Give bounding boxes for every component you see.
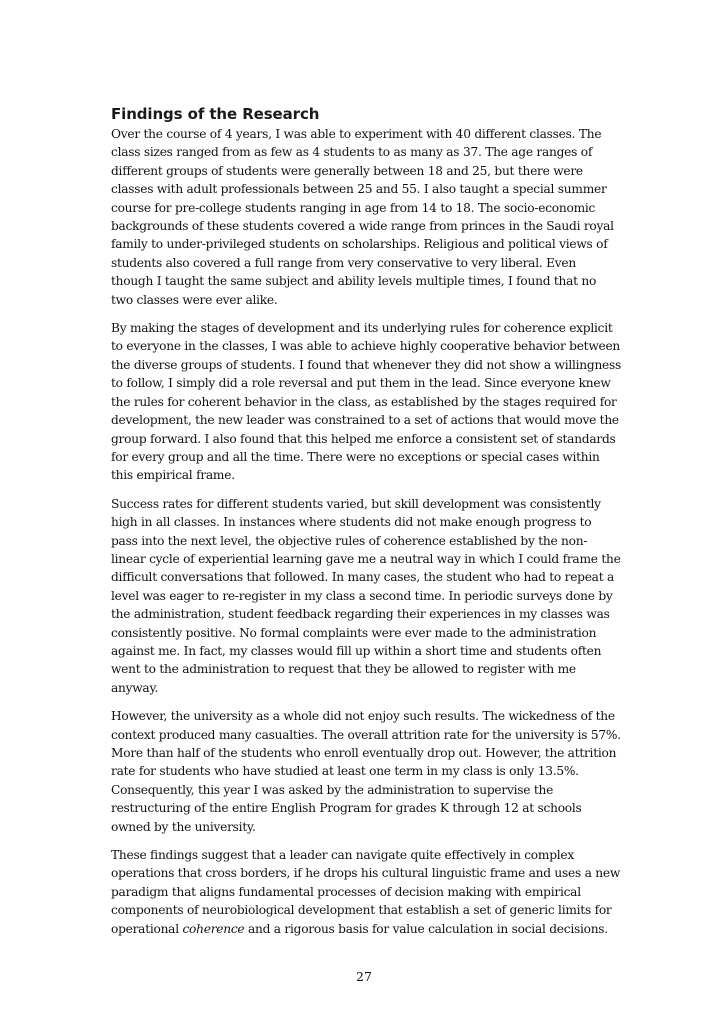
paragraph-cooperative-behavior: By making the stages of development and its underlying rules for coherence explicit to everyone in the classes, I was able to achieve highly cooperative behavior between the diverse groups of students. I found that whenever they did not show a willingness to follow, I simply did a role reversal and put them in the lead. Since everyone knew the rules for coherent behavior in the class, as established by the stages required for development, the new leader was constrained to a set of actions that would move the group forward. I also found that this helped me enforce a consistent set of standards for every group and all the time. There were no exceptions or special cases within this empirical frame. [111, 321, 622, 483]
paragraph-classes-overview: Over the course of 4 years, I was able to experiment with 40 different classes. The class sizes ranged from as few as 4 students to as many as 37. The age ranges of different groups of students were generally between 18 and 25, but there were classes with adult professionals between 25 and 55. I also taught a special summer course for pre-college students ranging in age from 14 to 18. The socio-economic backgrounds of these students covered a wide range from princes in the Saudi royal family to under-privileged students on scholarships. Religious and political views of students also covered a full range from very conservative to very liberal. Even though I taught the same subject and ability levels multiple times, I found that no two classes were ever alike. [111, 127, 614, 307]
page-number: 27 [356, 969, 372, 984]
document-body [111, 104, 621, 948]
section-heading: Findings of the Research [111, 105, 320, 123]
paragraph-success-rates: Success rates for different students varied, but skill development was consistently high in all classes. In instances where students did not make enough progress to pass into the next level, the objective rules of coherence established by the non-linear cycle of experiential learning gave me a neutral way in which I could frame the difficult conversations that followed. In many cases, the student who had to repeat a level was eager to re-register in my class a second time. In periodic surveys done by the administration, student feedback regarding their experiences in my classes was consistently positive. No formal complaints were ever made to the administration against me. In fact, my classes would fill up within a short time and students often went to the administration to request that they be allowed to register with me anyway. [111, 496, 621, 695]
paragraph-attrition-rate: However, the university as a whole did not enjoy such results. The wickedness of the context produced many casualties. The overall attrition rate for the university is 57%. More than half of the students who enroll eventually drop out. However, the attrition rate for students who have studied at least one term in my class is only 13.5%. Consequently, this year I was asked by the administration to supervise the restructuring of the entire English Program for grades K through 12 at schools owned by the university. [111, 709, 621, 834]
conclusion-text-before: These findings suggest that a leader can navigate quite effectively in complex operations that cross borders, if he drops his cultural linguistic frame and uses a new paradigm that aligns fundamental processes of decision making with empirical components of neurobiological development that establish a set of generic limits for operational [111, 848, 621, 936]
paragraph-conclusion [111, 846, 621, 938]
conclusion-emphasis: coherence [182, 921, 245, 936]
conclusion-text-after: and a rigorous basis for value calculation in social decisions. [244, 921, 608, 936]
